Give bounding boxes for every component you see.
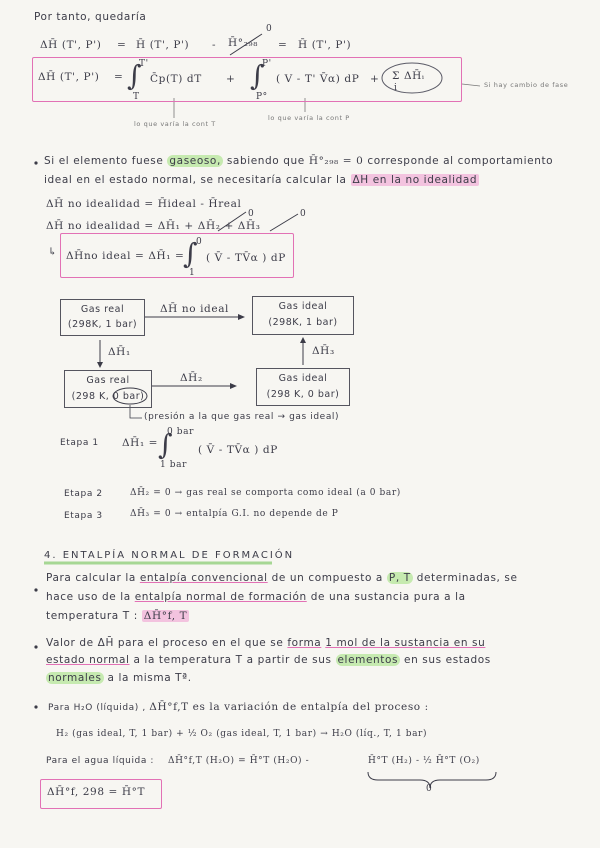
diagram-arrow-mid-label: ΔH̄₂ bbox=[180, 372, 203, 384]
noideal-line2: ΔH̄ no idealidad = ΔH̄₁ + ΔH̄₂ + ΔH̄₃ bbox=[46, 220, 261, 232]
s4-b3-line3-a: Para el agua líquida : bbox=[46, 756, 155, 766]
eq2-note-right: lo que varía la cont P bbox=[268, 114, 350, 122]
etapa3-body: ΔH̄₃ = 0 → entalpía G.I. no depende de P bbox=[130, 509, 339, 519]
noideal-zero2: 0 bbox=[300, 209, 307, 219]
etapa1-body: ( V̄ - TV̄α ) dP bbox=[198, 444, 278, 456]
eq2-int2-body: ( V - T' V̄α) dP bbox=[276, 73, 360, 85]
bullet1-l1-b: sabiendo que bbox=[226, 155, 305, 167]
diagram-note: (presión a la que gas real → gas ideal) bbox=[144, 412, 340, 422]
s4-b3-line1: Para H₂O (líquida) , ΔH̄°f,T es la variación de entalpía del proceso : bbox=[48, 701, 429, 713]
eq2-int2-lower: P° bbox=[256, 92, 268, 102]
etapa1-lhs: ΔH̄₁ = bbox=[122, 437, 159, 449]
noideal-line1: ΔH̄ no idealidad = H̄ideal - H̄real bbox=[46, 198, 242, 210]
bullet1-l1-highlight: gaseoso, bbox=[169, 155, 221, 167]
diagram-arrow-down-label: ΔH̄₁ bbox=[108, 346, 131, 358]
eq2-int1-lower: T bbox=[133, 92, 140, 102]
bullet1-l2-highlight: ΔH en la no idealidad bbox=[352, 174, 478, 186]
diagram-box-gas-ideal-1bar: Gas ideal (298K, 1 bar) bbox=[252, 296, 354, 335]
diagram-box-gas-real-0bar: Gas real (298 K, 0 bar) bbox=[64, 370, 152, 408]
eq2-int2-upper: P' bbox=[262, 59, 272, 69]
eq2-side-note: Si hay cambio de fase bbox=[484, 81, 569, 89]
s4-b3-zero: 0 bbox=[426, 784, 433, 794]
bullet1-l1-d: corresponde al comportamiento bbox=[367, 155, 554, 167]
eq1-lhs: ΔH̄ (T', P') bbox=[40, 39, 102, 51]
etapa2-body: ΔH̄₂ = 0 → gas real se comporta como ideal (a 0 bar) bbox=[130, 488, 401, 498]
eq2-equals: = bbox=[114, 71, 124, 83]
eq2-sum-index: i bbox=[394, 83, 398, 93]
diagram-arrow-top-label: ΔH̄ no ideal bbox=[160, 303, 230, 315]
bullet1-line1 bbox=[44, 155, 553, 167]
eq1-equals: = bbox=[117, 39, 127, 51]
s4-b1-line2: hace uso de la entalpía normal de formación de una sustancia pura a la bbox=[46, 591, 466, 603]
bullet1-l1-c: H̄°₂₉₈ = 0 bbox=[308, 155, 364, 167]
eq2-plus2: + bbox=[370, 73, 380, 85]
noideal-int-lower: 1 bbox=[189, 268, 196, 278]
etapa2-label: Etapa 2 bbox=[64, 489, 103, 499]
eq2-lhs: ΔH̄ (T', P') bbox=[38, 71, 100, 83]
s4-b2-line1: Valor de ΔH̄ para el proceso en el que se forma 1 mol de la sustancia en su bbox=[46, 637, 486, 649]
eq1-minus: - bbox=[212, 39, 217, 51]
s4-b2-line2: estado normal a la temperatura T a partir de sus elementos en sus estados bbox=[46, 654, 491, 666]
eq1-term1: H̄ (T', P') bbox=[136, 39, 190, 51]
eq2-int1-body: C̄p(T) dT bbox=[150, 73, 202, 85]
eq1-rhs: H̄ (T', P') bbox=[298, 39, 352, 51]
noideal-int-upper: 0 bbox=[196, 237, 203, 247]
integral-sign-3: ∫ bbox=[183, 237, 198, 270]
eq2-sum: Σ ΔH̄ᵢ bbox=[392, 70, 425, 82]
etapa1-upper: 0 bar bbox=[167, 427, 195, 437]
eq2-int1-upper: T' bbox=[139, 59, 149, 69]
integral-sign-2: ∫ bbox=[250, 59, 265, 92]
final-equation: ΔH̄°f, 298 = H̄°T bbox=[47, 786, 146, 798]
s4-b3-line3-b: ΔH̄°f,T (H₂O) = H̄°T (H₂O) - bbox=[168, 756, 310, 766]
s4-b1-line1: Para calcular la entalpía convencional de un compuesto a P, T determinadas, se bbox=[46, 572, 518, 584]
s4-b1-line3: temperatura T : ΔH̄°f, T bbox=[46, 610, 188, 622]
etapa1-lower: 1 bar bbox=[160, 460, 188, 470]
noideal-line3: ΔH̄no ideal = ΔH̄₁ = bbox=[66, 250, 185, 262]
s4-b2-line3: normales a la misma Tª. bbox=[48, 672, 192, 684]
noideal-zero1: 0 bbox=[248, 209, 255, 219]
bullet1-l2-a: ideal en el estado normal, se necesitaría calcular la bbox=[44, 174, 347, 186]
bullet1-line2 bbox=[44, 174, 479, 186]
noideal-int-body: ( V̄ - TV̄α ) dP bbox=[206, 252, 286, 264]
intro-text: Por tanto, quedaría bbox=[34, 11, 147, 23]
integral-sign-1: ∫ bbox=[127, 59, 142, 92]
diagram-box-gas-real-1bar: Gas real (298K, 1 bar) bbox=[60, 299, 145, 336]
noideal-hook: ↳ bbox=[48, 246, 58, 258]
etapa1-label: Etapa 1 bbox=[60, 438, 99, 448]
diagram-box-gas-ideal-0bar: Gas ideal (298 K, 0 bar) bbox=[256, 368, 350, 406]
eq2-note-left: lo que varía la cont T bbox=[134, 120, 216, 128]
eq2-plus1: + bbox=[226, 73, 236, 85]
s4-b3-reaction: H₂ (gas ideal, T, 1 bar) + ½ O₂ (gas ideal, T, 1 bar) → H₂O (líq., T, 1 bar) bbox=[56, 729, 428, 739]
eq1-term2: H̄°₂₉₈ bbox=[228, 37, 259, 49]
bullet1-l1-a: Si el elemento fuese bbox=[44, 155, 164, 167]
integral-sign-4: ∫ bbox=[158, 428, 173, 461]
s4-b3-line3-c: H̄°T (H₂) - ½ H̄°T (O₂) bbox=[368, 756, 480, 766]
eq1-equals2: = bbox=[278, 39, 288, 51]
etapa3-label: Etapa 3 bbox=[64, 511, 103, 521]
diagram-arrow-up-label: ΔH̄₃ bbox=[312, 345, 335, 357]
eq1-zero: 0 bbox=[266, 24, 273, 34]
section4-title: 4. ENTALPÍA NORMAL DE FORMACIÓN bbox=[44, 550, 295, 561]
